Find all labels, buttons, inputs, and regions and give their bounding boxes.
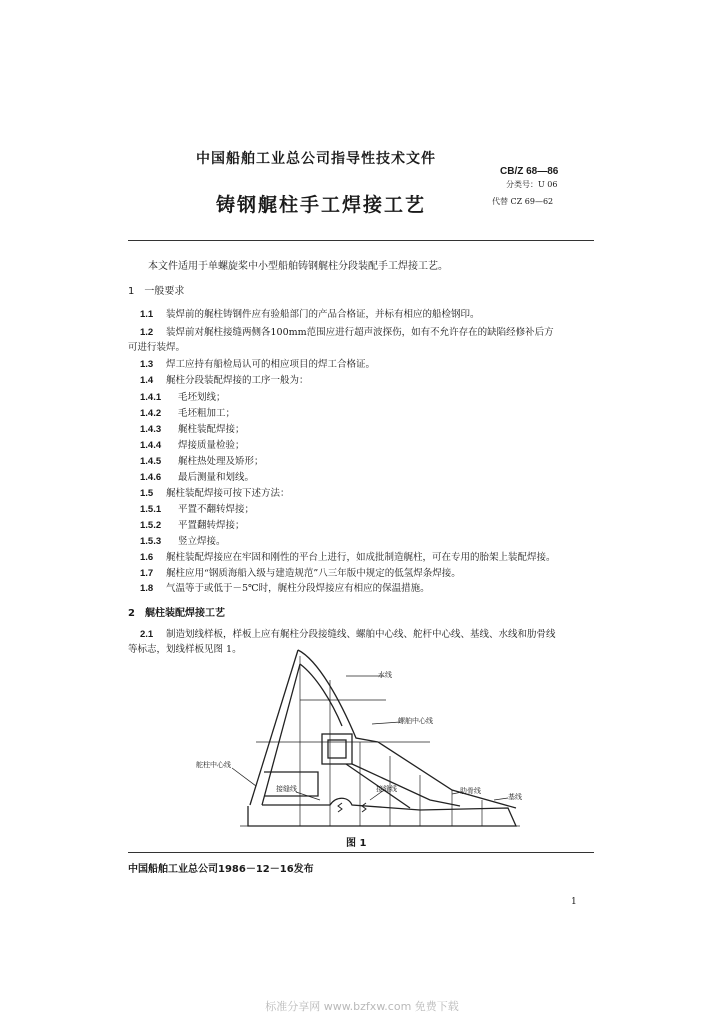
label-base-line: 基线 [508,793,522,801]
seam-mark-1 [338,803,342,812]
label-propeller-center: 螺舶中心线 [398,717,433,725]
clause-1-6: 1.6 艉柱装配焊接应在牢固和刚性的平台上进行，如成批制造艉柱，可在专用的胎架上装配焊接。 [140,552,556,563]
clause-1-5: 1.5 艉柱装配焊接可按下述方法： [140,488,290,499]
section-1-title: 1 一般要求 [128,286,185,297]
clause-1-5-1: 1.5.1 平置不翻转焊接； [140,504,255,515]
leader-rudder [232,768,256,786]
clause-1-3: 1.3 焊工应持有船检局认可的相应项目的焊工合格证。 [140,359,376,370]
aft-edge [378,742,516,808]
propeller-hub-inner [328,740,346,758]
clause-1-4-5: 1.4.5 艉柱热处理及矫形； [140,456,264,467]
page-number: 1 [571,897,577,907]
clause-1-4-1: 1.4.1 毛坯划线； [140,392,226,403]
label-seam-left: 接缝线 [276,785,297,793]
propeller-hub [322,734,352,764]
clause-1-4: 1.4 艉柱分段装配焊接的工序一般为： [140,375,309,386]
label-frame-line: 肋骨线 [460,787,481,795]
figure-caption: 图 1 [346,838,367,849]
rudder-post-outer [250,650,298,805]
clause-1-2-continued: 可进行装焊。 [128,342,186,353]
clause-1-8: 1.8 气温等于或低于－5℃时，艉柱分段焊接应有相应的保温措施。 [140,583,430,594]
footer-divider [128,852,594,853]
label-rudder-center: 舵柱中心线 [196,761,231,769]
publication-info: 中国船舶工业总公司1986－12－16发布 [128,864,314,875]
clause-1-2: 1.2 装焊前对艉柱接缝两侧各100mm范围应进行超声波探伤，如有不允许存在的缺陷经修补后方 [140,327,554,338]
standard-code: CB/Z 68—86 [500,166,559,177]
watermark: 标准分享网 www.bzfxw.com 免费下载 [265,1000,459,1013]
clause-2-1: 2.1 制造划线样板，样板上应有艉柱分段接缝线、螺舶中心线、舵杆中心线、基线、水线和肋骨线 [140,629,556,640]
clause-1-4-3: 1.4.3 艉柱装配焊接； [140,424,245,435]
clause-1-4-6: 1.4.6 最后测量和划线。 [140,472,255,483]
label-seam-right: 接缝线 [376,785,397,793]
clause-1-4-4: 1.4.4 焊接质量检验； [140,440,245,451]
document-title: 铸钢艉柱手工焊接工艺 [216,194,427,216]
label-waterline: 水线 [378,671,392,679]
section-2-title: 2 艉柱装配焊接工艺 [128,608,225,619]
class-number: 分类号：U 06 [506,180,558,189]
leader-propeller [372,722,400,724]
seam-mark-2 [362,803,366,812]
clause-1-5-3: 1.5.3 竖立焊接。 [140,536,226,547]
leader-base [494,798,508,800]
clause-2-1-continued: 等标志，划线样板见图 1。 [128,644,242,655]
clause-1-1: 1.1 装焊前的艉柱铸钢件应有验船部门的产品合格证，并标有相应的船检钢印。 [140,309,480,320]
keel-outline [248,806,516,826]
replaces-standard: 代替 CZ 69—62 [492,197,554,206]
org-title: 中国船舶工业总公司指导性技术文件 [196,151,436,167]
intro-paragraph: 本文件适用于单螺旋桨中小型船舶铸钢艉柱分段装配手工焊接工艺。 [148,261,448,272]
clause-1-4-2: 1.4.2 毛坯粗加工； [140,408,236,419]
clause-1-7: 1.7 艉柱应用“钢质海船入级与建造规范”八三年版中规定的低氢焊条焊接。 [140,568,461,579]
clause-1-5-2: 1.5.2 平置翻转焊接； [140,520,245,531]
stern-arm-outer [298,650,378,742]
